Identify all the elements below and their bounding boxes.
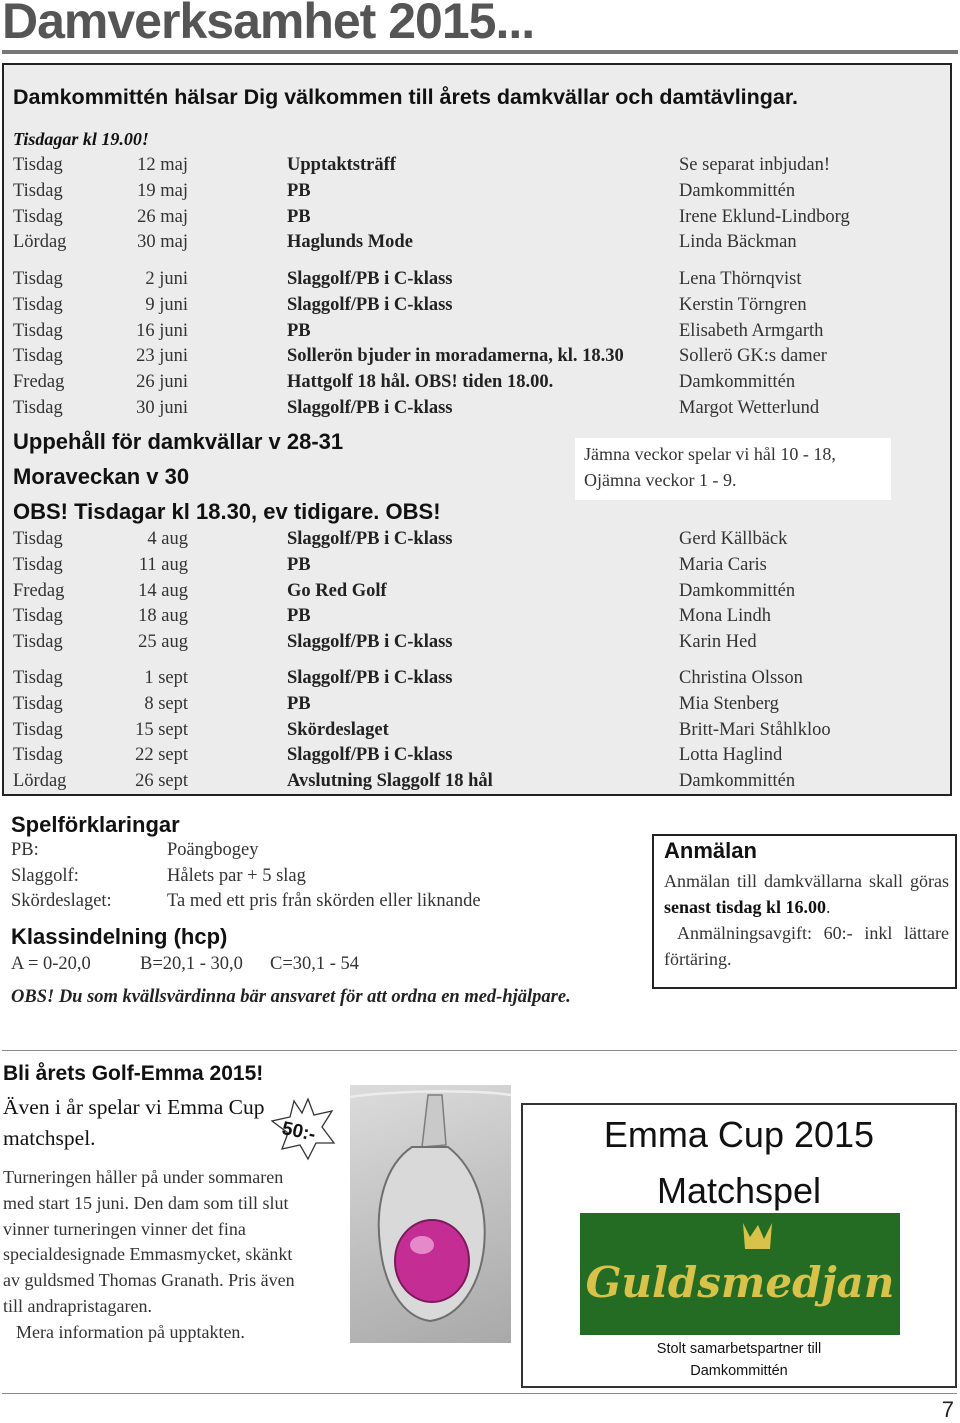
schedule-day: Lördag [13,232,67,253]
emma-heading: Bli årets Golf-Emma 2015! [3,1062,264,1085]
schedule-day: Tisdag [13,206,63,227]
schedule-day: Tisdag [13,320,63,341]
emma-body [3,1165,308,1346]
schedule-event: Avslutning Slaggolf 18 hål [287,771,493,792]
schedule-host: Margot Wetterlund [679,398,820,418]
schedule-day: Tisdag [13,554,63,575]
schedule-host: Irene Eklund-Lindborg [679,206,850,227]
legend-term: Slaggolf: [11,866,79,886]
schedule-date: 8 sept [144,693,188,714]
signup-text-end: . [826,897,831,917]
section-rule [2,1050,957,1051]
schedule-day: Tisdag [13,180,63,201]
schedule-event: PB [287,606,311,627]
schedule-day: Tisdag [13,398,63,418]
welcome-text: Damkommittén hälsar Dig välkommen till årets damkvällar och damtävlingar. [13,85,799,109]
schedule-box [2,63,952,796]
schedule-host: Christina Olsson [679,668,803,688]
stone-highlight [410,1236,434,1254]
schedule-date: 14 aug [138,580,188,601]
crown-icon [743,1223,772,1249]
schedule-day: Tisdag [13,719,63,740]
schedule-date: 30 maj [137,232,188,253]
sponsor-logo-graphic [580,1213,900,1335]
week-note [575,438,891,500]
schedule-event: Upptaktsträff [287,155,396,175]
schedule-day: Fredag [13,580,65,601]
signup-fee: Anmälningsavgift: 60:- inkl lättare förtäring. [664,923,949,969]
obs-note: OBS! Du som kvällsvärdinna bär ansvaret för att ordna en med-hjälpare. [11,987,571,1007]
schedule-host: Damkommittén [679,372,796,393]
pendant-photo [350,1085,511,1343]
schedule-event: PB [287,554,311,575]
schedule-host: Damkommittén [679,580,796,601]
schedule-event: PB [287,320,311,341]
schedule-date: 19 maj [137,180,188,201]
class-a: A = 0-20,0 [11,954,91,974]
time-note: Tisdagar kl 19.00! [13,129,149,149]
sponsor-logo-text: Guldsmedjan [585,1258,895,1307]
schedule-date: 26 maj [137,206,188,227]
schedule-host: Elisabeth Armgarth [679,320,824,341]
schedule-host: Karin Hed [679,632,757,653]
schedule-date: 25 aug [138,632,188,653]
title-rule [2,50,958,54]
page-title: Damverksamhet 2015... [2,0,535,49]
schedule-date: 9 juni [145,294,188,315]
schedule-day: Tisdag [13,693,63,714]
schedule-day: Tisdag [13,346,63,367]
schedule-date: 1 sept [144,668,188,688]
schedule-date: 22 sept [135,745,188,766]
schedule-host: Damkommittén [679,180,796,201]
schedule-day: Lördag [13,771,67,792]
schedule-day: Tisdag [13,606,63,627]
sponsor-caption-line: Stolt samarbetspartner till [656,1341,822,1357]
schedule-date: 18 aug [138,606,188,627]
schedule-host: Sollerö GK:s damer [679,346,827,367]
week-note-line: Jämna veckor spelar vi hål 10 - 18, [584,444,836,464]
emma-description: Turneringen håller på under sommaren med start 15 juni. Den dam som till slut vinner turneringen vinner det fina specialdesignade Emmasmycket, skänkt av guldsmed Thomas Granath. Pris även till andrapristagaren. [3,1167,295,1316]
schedule-host: Se separat inbjudan! [679,155,831,175]
schedule-host: Mona Lindh [679,606,771,627]
schedule-host: Linda Bäckman [679,232,797,253]
schedule-day: Tisdag [13,269,63,289]
legend-desc: Ta med ett pris från skörden eller liknande [167,891,481,911]
signup-box [652,834,957,989]
cup-title: Emma Cup 2015 [603,1114,875,1155]
schedule-date: 26 sept [135,771,188,792]
schedule-host: Mia Stenberg [679,693,779,714]
schedule-event: PB [287,180,311,201]
class-c: C=30,1 - 54 [270,954,360,974]
schedule-date: 30 juni [136,398,188,418]
signup-text-start: Anmälan till damkvällarna skall göras [664,871,949,891]
signup-text [664,868,949,972]
page-number: 7 [941,1397,954,1422]
bail [422,1095,446,1147]
schedule-date: 2 juni [145,269,188,289]
cup-subtitle: Matchspel [656,1170,822,1211]
schedule-event: Hattgolf 18 hål. OBS! tiden 18.00. [287,372,554,393]
break-heading: Uppehåll för damkvällar v 28-31 [13,429,344,454]
schedule-day: Tisdag [13,632,63,653]
schedule-date: 23 juni [136,346,188,367]
schedule-event: Slaggolf/PB i C-klass [287,745,453,766]
schedule-host: Kerstin Törngren [679,294,807,315]
signup-deadline: senast tisdag kl 16.00 [664,897,827,917]
legend-desc: Hålets par + 5 slag [167,866,306,886]
sponsor-caption-line: Damkommittén [690,1363,788,1379]
schedule-date: 15 sept [135,719,188,740]
schedule-date: 11 aug [138,554,188,575]
schedule-event: Haglunds Mode [287,232,413,253]
week-note-line: Ojämna veckor 1 - 9. [584,470,737,490]
schedule-host: Damkommittén [679,771,796,792]
schedule-date: 26 juni [136,372,188,393]
schedule-event: Slaggolf/PB i C-klass [287,269,453,289]
schedule-event: Go Red Golf [287,580,387,601]
schedule-host: Lena Thörnqvist [679,269,802,289]
sponsor-caption [523,1338,955,1382]
price-star-badge [268,1097,336,1161]
schedule-date: 16 juni [136,320,188,341]
footer-rule [2,1393,957,1394]
moraveckan-heading: Moraveckan v 30 [13,464,190,489]
schedule-event: Slaggolf/PB i C-klass [287,294,453,315]
schedule-event: Slaggolf/PB i C-klass [287,668,453,688]
schedule-event: Sollerön bjuder in moradamerna, kl. 18.30 [287,346,624,367]
schedule-day: Fredag [13,372,65,393]
signup-title: Anmälan [664,838,757,863]
legend-desc: Poängbogey [167,840,259,860]
schedule-host: Britt-Mari Ståhlkloo [679,719,831,740]
obs-heading: OBS! Tisdagar kl 18.30, ev tidigare. OBS! [13,499,441,524]
schedule-event: Skördeslaget [287,719,389,740]
schedule-event: PB [287,206,311,227]
legend-heading: Spelförklaringar [11,812,180,837]
schedule-host: Lotta Haglind [679,745,783,766]
schedule-event: Slaggolf/PB i C-klass [287,632,453,653]
schedule-day: Tisdag [13,529,63,549]
schedule-day: Tisdag [13,745,63,766]
price-label: 50:- [279,1118,318,1146]
schedule-day: Tisdag [13,155,63,175]
legend-term: PB: [11,840,39,860]
schedule-event: PB [287,693,311,714]
pink-stone [395,1220,469,1302]
class-b: B=20,1 - 30,0 [140,954,243,974]
emma-more-info: Mera information på upptakten. [16,1321,245,1342]
class-heading: Klassindelning (hcp) [11,924,228,949]
schedule-host: Maria Caris [679,554,767,575]
schedule-day: Tisdag [13,668,63,688]
schedule-event: Slaggolf/PB i C-klass [287,529,453,549]
pendant-image [350,1085,511,1343]
schedule-date: 12 maj [137,155,188,175]
schedule-day: Tisdag [13,294,63,315]
legend-term: Skördeslaget: [11,891,112,911]
schedule-host: Gerd Källbäck [679,529,788,549]
schedule-date: 4 aug [147,529,188,549]
emma-cup-box [521,1103,957,1388]
emma-subheading: Även i år spelar vi Emma Cup matchspel. [3,1095,265,1150]
schedule-event: Slaggolf/PB i C-klass [287,398,453,418]
sponsor-logo [580,1213,900,1335]
